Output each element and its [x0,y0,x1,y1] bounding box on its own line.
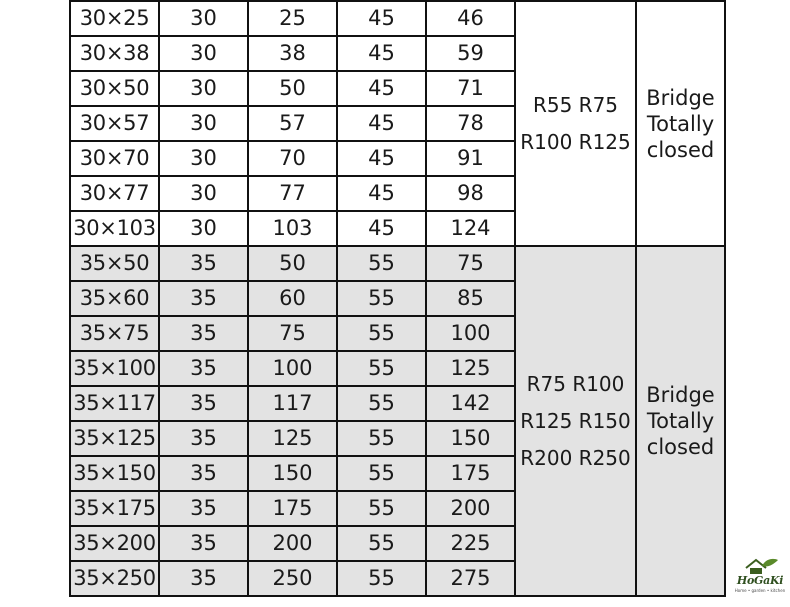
value-cell: 55 [337,526,426,561]
bridge-cell [636,246,725,596]
value-cell: 46 [426,1,515,36]
value-cell: 55 [337,386,426,421]
bridge-line: Totally [646,409,715,433]
size-cell: 30×70 [70,141,159,176]
value-cell: 275 [426,561,515,596]
value-cell: 71 [426,71,515,106]
value-cell: 225 [426,526,515,561]
value-cell: 150 [426,421,515,456]
radius-cell [515,1,636,246]
value-cell: 98 [426,176,515,211]
value-cell: 175 [426,456,515,491]
value-cell: 250 [248,561,337,596]
value-cell: 77 [248,176,337,211]
logo-name: HoGaKi [736,574,784,587]
value-cell: 55 [337,281,426,316]
value-cell: 30 [159,71,248,106]
value-cell: 25 [248,1,337,36]
value-cell: 35 [159,246,248,281]
value-cell: 55 [337,246,426,281]
value-cell: 55 [337,561,426,596]
value-cell: 85 [426,281,515,316]
value-cell: 35 [159,316,248,351]
radius-line: R100 R125 [520,129,631,154]
logo-tagline: Home • garden • kitchen [734,588,786,593]
value-cell: 38 [248,36,337,71]
value-cell: 100 [426,316,515,351]
value-cell: 125 [248,421,337,456]
value-cell: 35 [159,386,248,421]
value-cell: 59 [426,36,515,71]
table-row [70,246,725,281]
bridge-line: closed [646,435,715,459]
value-cell: 200 [248,526,337,561]
value-cell: 30 [159,1,248,36]
bridge-cell [636,1,725,246]
value-cell: 75 [426,246,515,281]
bridge-line: Bridge [646,85,715,110]
value-cell: 117 [248,386,337,421]
size-cell: 30×50 [70,71,159,106]
value-cell: 142 [426,386,515,421]
table-body [70,1,725,596]
value-cell: 45 [337,106,426,141]
value-cell: 91 [426,141,515,176]
radius-line: R200 R250 [520,445,631,470]
size-cell: 35×117 [70,386,159,421]
value-cell: 55 [337,456,426,491]
size-cell: 30×57 [70,106,159,141]
value-cell: 103 [248,211,337,246]
size-cell: 35×75 [70,316,159,351]
value-cell: 35 [159,421,248,456]
value-cell: 125 [426,351,515,386]
bridge-line: Totally [646,111,715,136]
value-cell: 35 [159,526,248,561]
size-cell: 30×38 [70,36,159,71]
value-cell: 70 [248,141,337,176]
value-cell: 45 [337,176,426,211]
size-cell: 35×175 [70,491,159,526]
value-cell: 35 [159,351,248,386]
size-cell: 35×60 [70,281,159,316]
value-cell: 75 [248,316,337,351]
value-cell: 35 [159,281,248,316]
radius-cell [515,246,636,596]
radius-line: R55 R75 [532,92,619,117]
size-cell: 35×125 [70,421,159,456]
value-cell: 35 [159,456,248,491]
table-row [70,1,725,36]
value-cell: 45 [337,141,426,176]
value-cell: 30 [159,176,248,211]
size-cell: 30×103 [70,211,159,246]
value-cell: 100 [248,351,337,386]
size-cell: 35×100 [70,351,159,386]
value-cell: 150 [248,456,337,491]
value-cell: 30 [159,106,248,141]
value-cell: 35 [159,491,248,526]
value-cell: 78 [426,106,515,141]
value-cell: 30 [159,36,248,71]
value-cell: 57 [248,106,337,141]
value-cell: 30 [159,141,248,176]
house-leaf-icon [740,556,780,576]
value-cell: 55 [337,316,426,351]
value-cell: 45 [337,211,426,246]
value-cell: 50 [248,71,337,106]
value-cell: 55 [337,351,426,386]
value-cell: 200 [426,491,515,526]
brand-logo [732,556,788,596]
value-cell: 45 [337,71,426,106]
radius-line: R125 R150 [520,408,631,433]
size-cell: 35×150 [70,456,159,491]
radius-line: R75 R100 [526,371,625,396]
size-cell: 35×50 [70,246,159,281]
value-cell: 50 [248,246,337,281]
size-cell: 30×25 [70,1,159,36]
bridge-line: Bridge [646,383,715,407]
bridge-line: closed [646,137,715,162]
value-cell: 45 [337,1,426,36]
size-cell: 30×77 [70,176,159,211]
value-cell: 55 [337,491,426,526]
value-cell: 35 [159,561,248,596]
value-cell: 55 [337,421,426,456]
value-cell: 175 [248,491,337,526]
value-cell: 124 [426,211,515,246]
value-cell: 60 [248,281,337,316]
size-cell: 35×200 [70,526,159,561]
value-cell: 45 [337,36,426,71]
spec-table [69,0,726,597]
size-cell: 35×250 [70,561,159,596]
value-cell: 30 [159,211,248,246]
